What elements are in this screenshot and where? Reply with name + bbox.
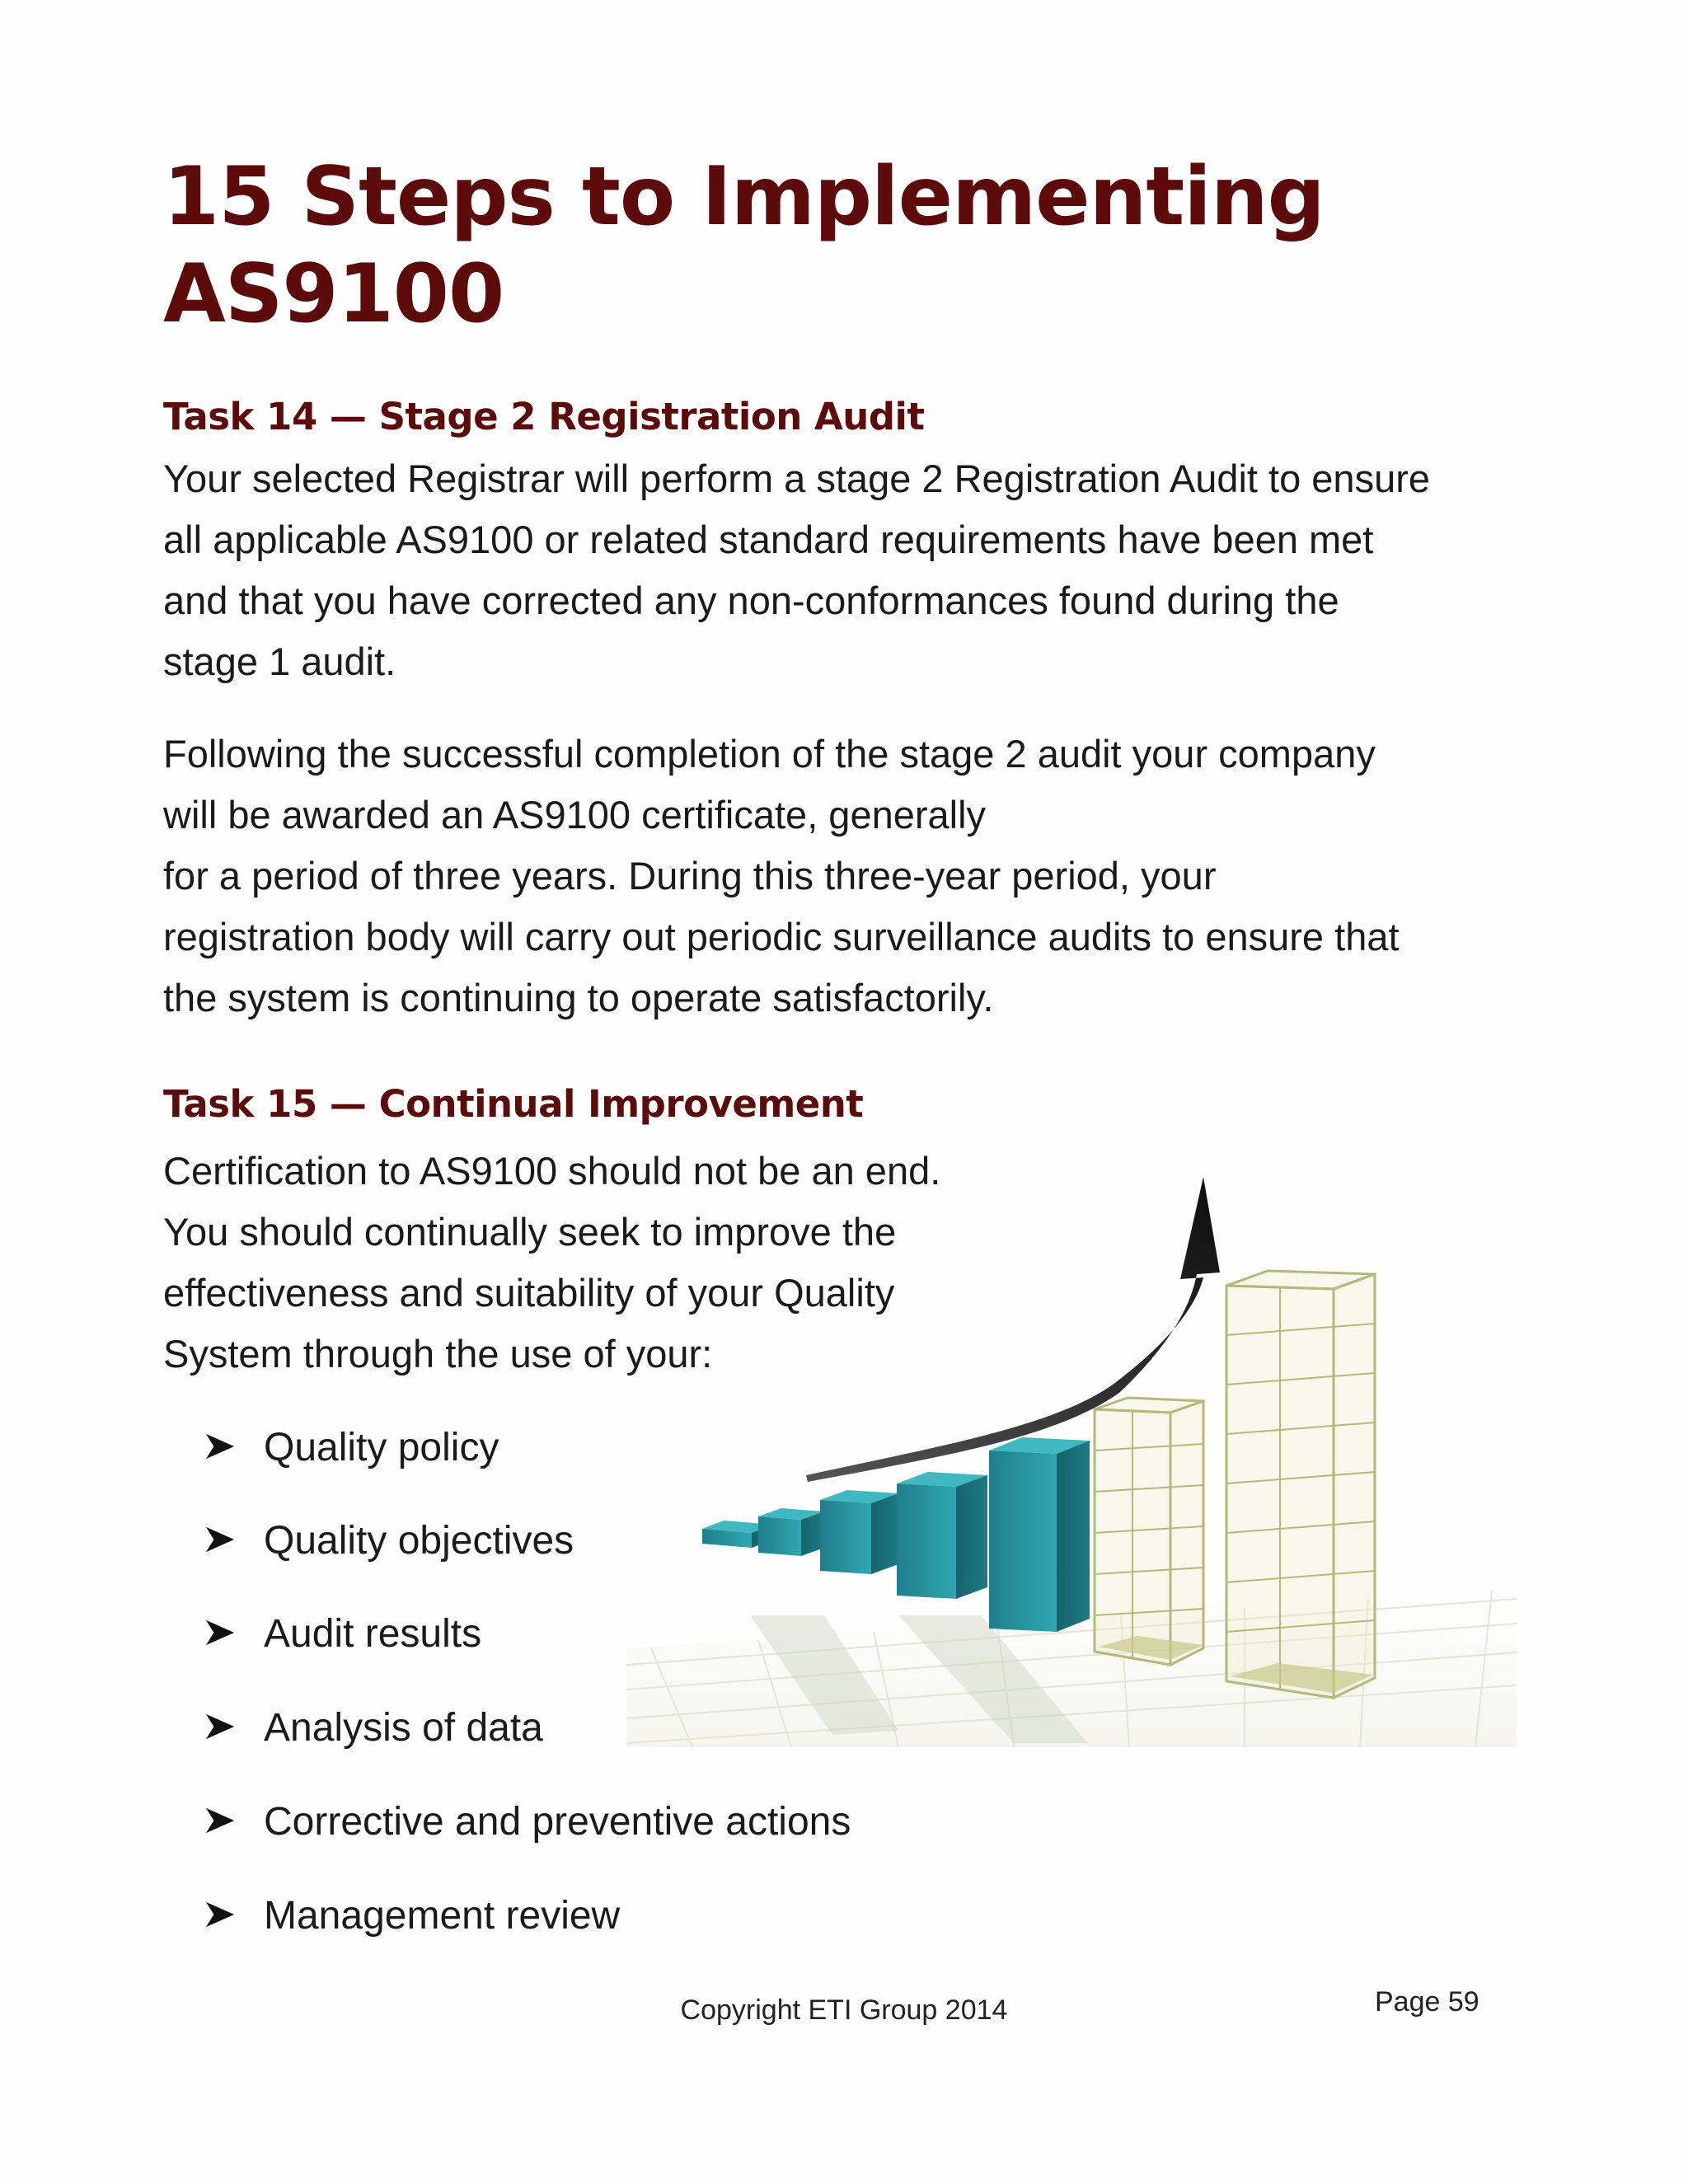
arrow-bullet-icon (204, 1711, 236, 1742)
arrow-bullet-icon (204, 1617, 236, 1648)
list-item-label: Analysis of data (264, 1706, 543, 1750)
text-line: the system is continuing to operate satisfactorily. (163, 976, 994, 1019)
arrow-bullet-icon (204, 1805, 236, 1836)
text-line: all applicable AS9100 or related standard requirements have been met (163, 518, 1374, 561)
page-number: Page 59 (1375, 1986, 1479, 2018)
text-line: Certification to AS9100 should not be an end. (163, 1149, 941, 1193)
task-14-paragraph-1 (163, 448, 1430, 692)
text-line: System through the use of your: (163, 1332, 713, 1376)
page-title (163, 148, 1564, 343)
text-line: and that you have corrected any non-conformances found during the (163, 579, 1339, 622)
list-item-label: Corrective and preventive actions (264, 1800, 851, 1844)
text-line: You should continually seek to improve the (163, 1210, 897, 1254)
arrow-bullet-icon (204, 1524, 236, 1555)
text-line: Following the successful completion of the stage 2 audit your company (163, 732, 1376, 776)
text-line: Your selected Registrar will perform a stage 2 Registration Audit to ensure (163, 457, 1431, 500)
teal-bar-3 (820, 1490, 898, 1574)
task-14-paragraph-2 (163, 724, 1400, 1029)
text-line: stage 1 audit. (163, 640, 396, 683)
teal-bar-4 (897, 1472, 987, 1599)
list-item-label: Audit results (264, 1612, 482, 1656)
footer-copyright: Copyright ETI Group 2014 (680, 1994, 1008, 2026)
wireframe-bars (1095, 1271, 1375, 1698)
page-title-line-1: 15 Steps to Implementing (163, 150, 1325, 244)
text-line: for a period of three years. During this three-year period, your (163, 854, 1217, 898)
arrow-bullet-icon (204, 1899, 236, 1930)
list-item-label: Quality objectives (264, 1519, 574, 1563)
growth-chart-illustration (626, 1154, 1517, 1747)
teal-bar-5 (989, 1437, 1090, 1632)
wireframe-bar-2 (1226, 1271, 1375, 1698)
list-item-label: Management review (264, 1894, 621, 1938)
teal-bar-2 (758, 1508, 824, 1556)
text-line: registration body will carry out periodic surveillance audits to ensure that (163, 915, 1400, 958)
task-15-heading: Task 15 — Continual Improvement (163, 1082, 864, 1126)
task-14-heading: Task 14 — Stage 2 Registration Audit (163, 395, 925, 438)
text-line: will be awarded an AS9100 certificate, generally (163, 793, 987, 837)
list-item-label: Quality policy (264, 1426, 499, 1469)
page-title-line-2: AS9100 (163, 247, 504, 341)
arrow-bullet-icon (204, 1431, 236, 1462)
text-line: effectiveness and suitability of your Quality (163, 1271, 895, 1315)
teal-bars (702, 1437, 1090, 1632)
wireframe-bar-1 (1095, 1398, 1203, 1665)
